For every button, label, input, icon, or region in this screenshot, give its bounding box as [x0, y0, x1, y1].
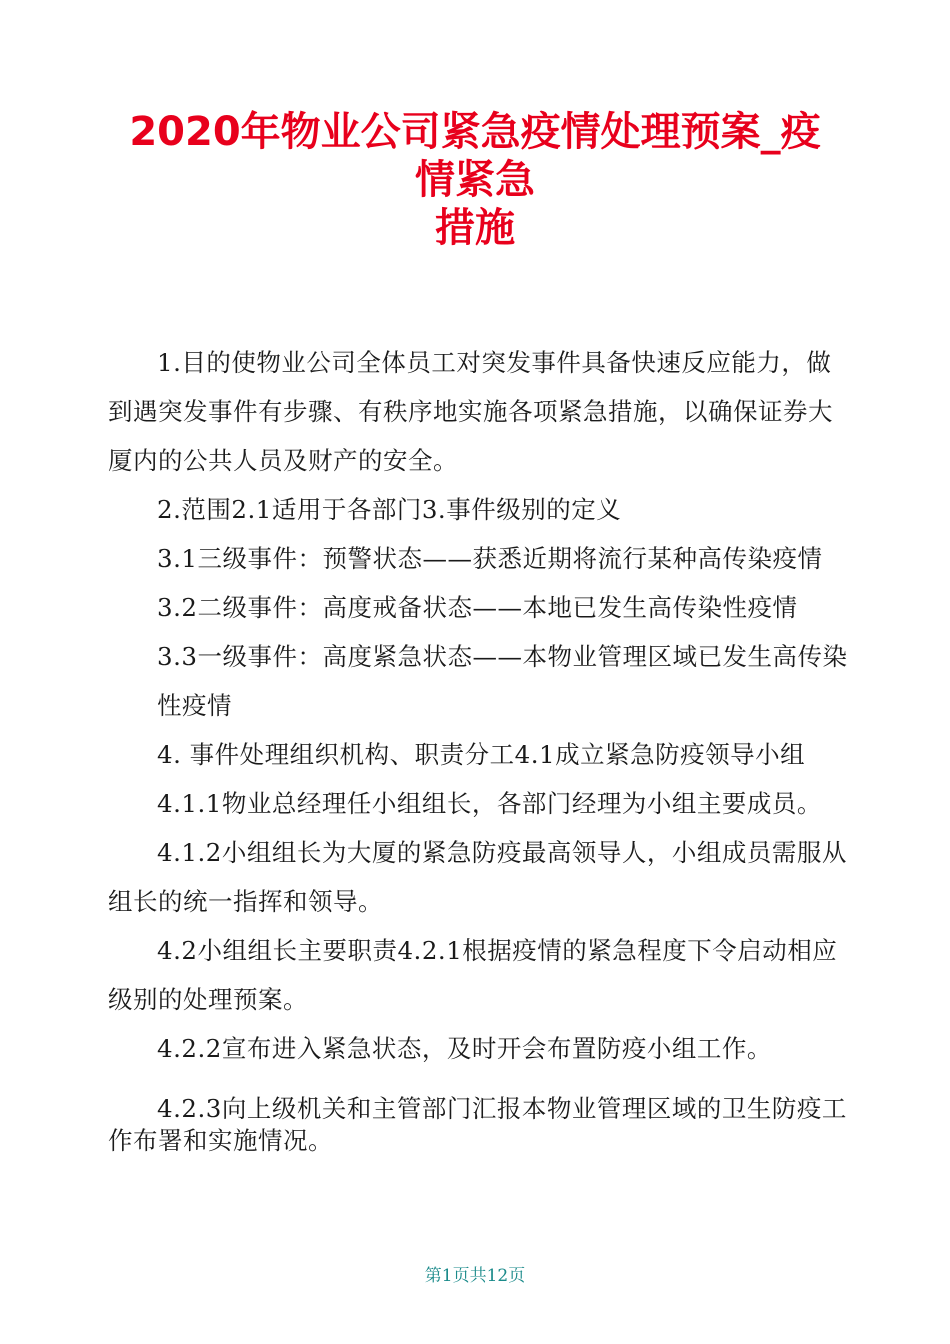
paragraph-level-3: 3.1三级事件：预警状态——获悉近期将流行某种高传染疫情 [157, 544, 823, 573]
document-body [108, 338, 848, 1157]
paragraph-level-1: 3.3一级事件：高度紧急状态——本物业管理区域已发生高传染性疫情 [157, 642, 848, 720]
paragraph-4-2-2: 4.2.2宣布进入紧急状态，及时开会布置防疫小组工作。 [157, 1034, 772, 1063]
paragraph-4-2: 4.2小组组长主要职责4.2.1根据疫情的紧急程度下令启动相应级别的处理预案。 [108, 936, 838, 1014]
title-line: 措施 [435, 205, 515, 251]
paragraph-scope: 2.范围2.1适用于各部门3.事件级别的定义 [157, 495, 622, 524]
title-line: 情紧急 [415, 157, 535, 203]
paragraph-organization: 4. 事件处理组织机构、职责分工4.1成立紧急防疫领导小组 [157, 740, 806, 769]
paragraph-level-2: 3.2二级事件：高度戒备状态——本地已发生高传染性疫情 [157, 593, 798, 622]
paragraph-purpose: 1.目的使物业公司全体员工对突发事件具备快速反应能力，做到遇突发事件有步骤、有秩序地实施各项紧急措施，以确保证券大厦内的公共人员及财产的安全。 [108, 348, 833, 475]
title-line: 2020年物业公司紧急疫情处理预案_疫 [129, 109, 821, 155]
page-footer: 第1页共12页 [424, 1266, 526, 1286]
paragraph-4-1-2: 4.1.2小组组长为大厦的紧急防疫最高领导人，小组成员需服从组长的统一指挥和领导。 [108, 838, 847, 916]
document-title [100, 108, 850, 252]
paragraph-4-1-1: 4.1.1物业总经理任小组组长，各部门经理为小组主要成员。 [157, 789, 822, 818]
paragraph-4-2-3: 4.2.3向上级机关和主管部门汇报本物业管理区域的卫生防疫工作布署和实施情况。 [108, 1094, 847, 1155]
